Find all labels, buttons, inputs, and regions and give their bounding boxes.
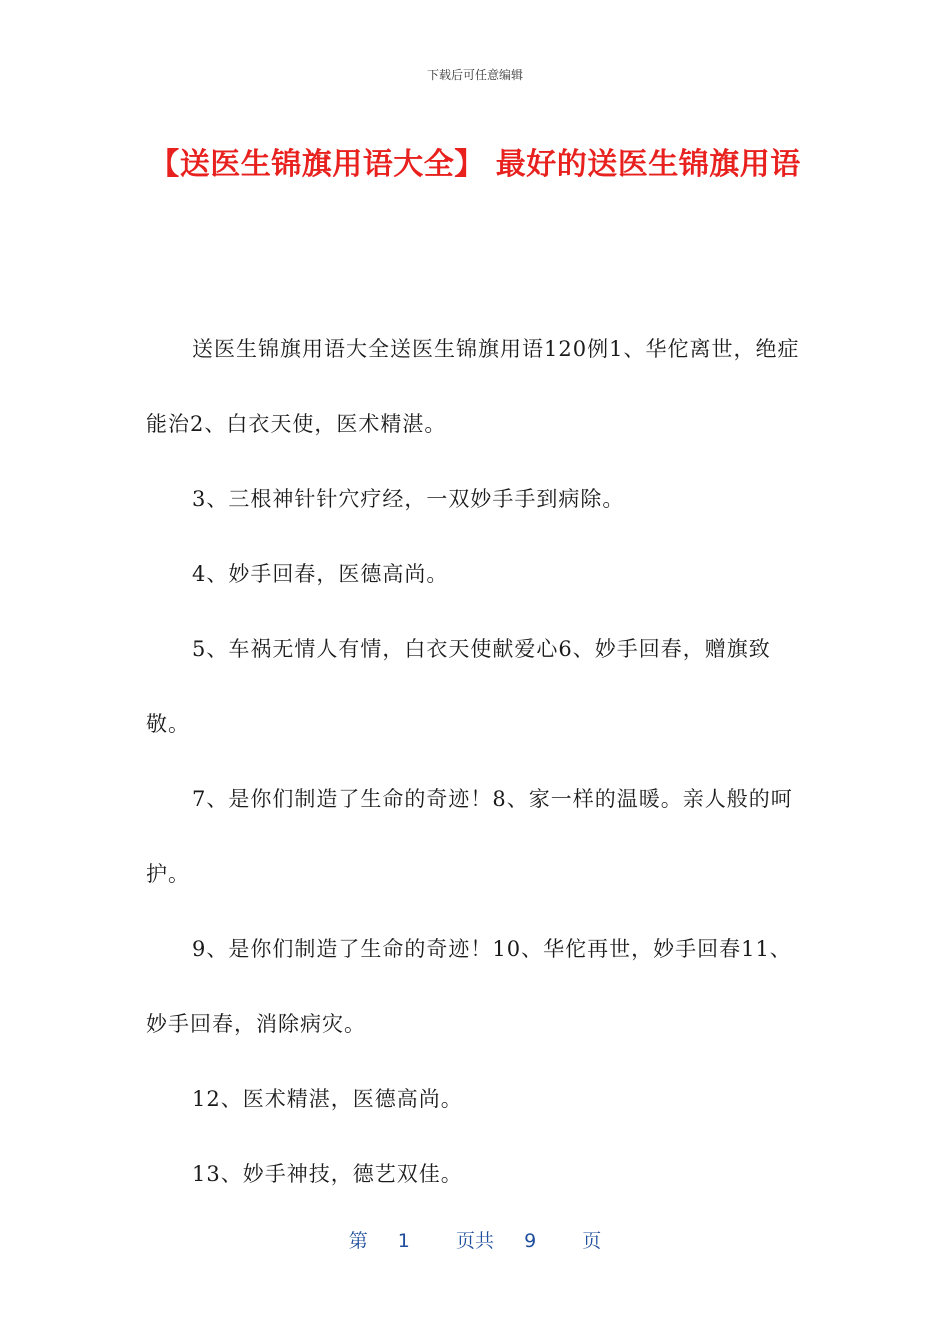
page-footer [0,1226,950,1253]
paragraph: 3、三根神针针穴疗经，一双妙手手到病除。 [192,487,625,511]
paragraph: 7、是你们制造了生命的奇迹！8、家一样的温暖。亲人般的呵护。 [146,787,793,886]
footer-page-number: 1 [397,1230,410,1252]
header-note: 下载后可任意编辑 [426,68,523,82]
paragraph: 4、妙手回春，医德高尚。 [192,562,449,586]
footer-suffix: 页 [582,1230,602,1252]
paragraph: 12、医术精湛，医德高尚。 [192,1087,463,1111]
footer-middle: 页共 [455,1230,494,1252]
footer-prefix: 第 [348,1230,368,1252]
paragraph: 9、是你们制造了生命的奇迹！10、华佗再世，妙手回春11、妙手回春，消除病灾。 [146,937,792,1036]
footer-total-pages: 9 [524,1230,537,1252]
document-body [146,312,806,1212]
document-title: 【送医生锦旗用语大全】 最好的送医生锦旗用语 [149,147,801,182]
paragraph: 5、车祸无情人有情，白衣天使献爱心6、妙手回春，赠旗致敬。 [146,637,771,736]
paragraph: 13、妙手神技，德艺双佳。 [192,1162,463,1186]
paragraph: 送医生锦旗用语大全送医生锦旗用语120例1、华佗离世，绝症能治2、白衣天使，医术精湛。 [146,337,800,436]
